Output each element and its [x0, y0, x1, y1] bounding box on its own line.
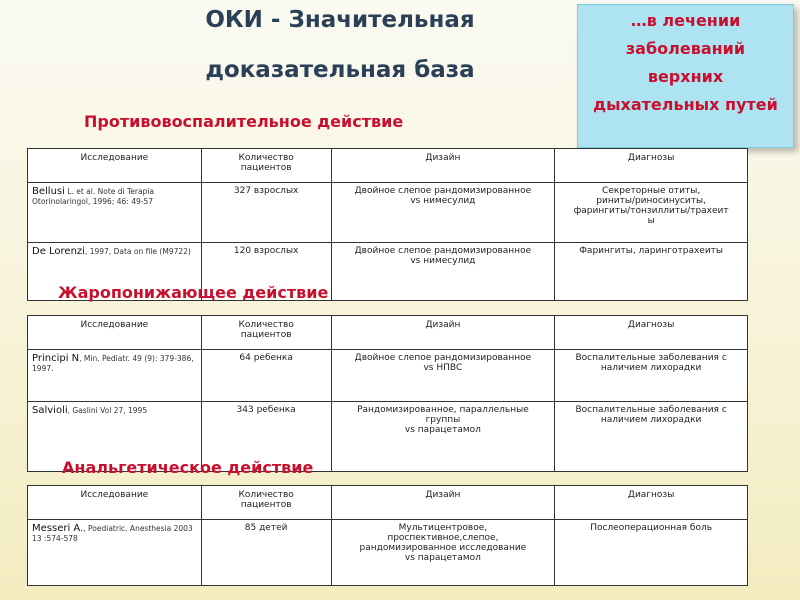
table-anti-inflammatory: [27, 148, 748, 301]
table-analgesic: [27, 485, 748, 586]
callout-line-4: дыхательных путей: [593, 95, 778, 114]
callout-line-3: верхних: [647, 67, 724, 86]
header-design: Дизайн: [331, 486, 555, 520]
header-patients: Количество пациентов: [201, 316, 331, 350]
section-antipyretic: Жаропонижающее действие: [58, 283, 329, 302]
section-anti-inflammatory: Противовоспалительное действие: [84, 112, 404, 131]
callout-line-2: заболеваний: [625, 39, 746, 58]
diagnoses-cell: Воспалительные заболевания с наличием лихорадки: [555, 402, 748, 472]
study-cell: Bellusi L. et al. Note di Terapia Otorinolaringol, 1996; 46: 49-57: [28, 183, 202, 243]
design-cell: Мультицентровое, проспективное,слепое, рандомизированное исследование vs парацетамол: [331, 520, 555, 586]
study-cell: Salvioli, Gaslini Vol 27, 1995: [28, 402, 202, 472]
slide-title: [180, 4, 500, 86]
title-line-2: доказательная база: [205, 57, 475, 83]
header-diagnoses: Диагнозы: [555, 486, 748, 520]
title-line-1: ОКИ - Значительная: [205, 7, 475, 33]
diagnoses-cell: Воспалительные заболевания с наличием лихорадки: [555, 350, 748, 402]
table-header-row: [28, 149, 748, 183]
design-cell: Двойное слепое рандомизированное vs нимесулид: [331, 243, 555, 301]
header-design: Дизайн: [331, 316, 555, 350]
table-header-row: [28, 316, 748, 350]
patients-cell: 64 ребенка: [201, 350, 331, 402]
study-cell: Messeri A., Poediatric. Anesthesia 2003 13 :574-578: [28, 520, 202, 586]
header-diagnoses: Диагнозы: [555, 149, 748, 183]
diagnoses-cell: Секреторные отиты, риниты/риносинуситы, фарингиты/тонзиллиты/трахеит ы: [555, 183, 748, 243]
study-cell: De Lorenzi, 1997, Data on file (M9722): [28, 243, 202, 301]
table-row: [28, 520, 748, 586]
table-header-row: [28, 486, 748, 520]
diagnoses-cell: Фарингиты, ларинготрахеиты: [555, 243, 748, 301]
table-antipyretic: [27, 315, 748, 472]
diagnoses-cell: Послеоперационная боль: [555, 520, 748, 586]
callout-line-1: …в лечении: [630, 11, 741, 30]
patients-cell: 327 взрослых: [201, 183, 331, 243]
patients-cell: 343 ребенка: [201, 402, 331, 472]
header-study: Исследование: [28, 486, 202, 520]
header-study: Исследование: [28, 316, 202, 350]
table-row: [28, 183, 748, 243]
header-study: Исследование: [28, 149, 202, 183]
header-design: Дизайн: [331, 149, 555, 183]
patients-cell: 85 детей: [201, 520, 331, 586]
header-patients: Количество пациентов: [201, 486, 331, 520]
header-patients: Количество пациентов: [201, 149, 331, 183]
study-cell: Principi N, Min. Pediatr. 49 (9): 379-386, 1997.: [28, 350, 202, 402]
patients-cell: 120 взрослых: [201, 243, 331, 301]
table-row: [28, 350, 748, 402]
header-diagnoses: Диагнозы: [555, 316, 748, 350]
design-cell: Рандомизированное, параллельные группы vs парацетамол: [331, 402, 555, 472]
section-analgesic: Анальгетическое действие: [62, 458, 314, 477]
design-cell: Двойное слепое рандомизированное vs НПВС: [331, 350, 555, 402]
design-cell: Двойное слепое рандомизированное vs нимесулид: [331, 183, 555, 243]
callout-box: [577, 4, 794, 148]
